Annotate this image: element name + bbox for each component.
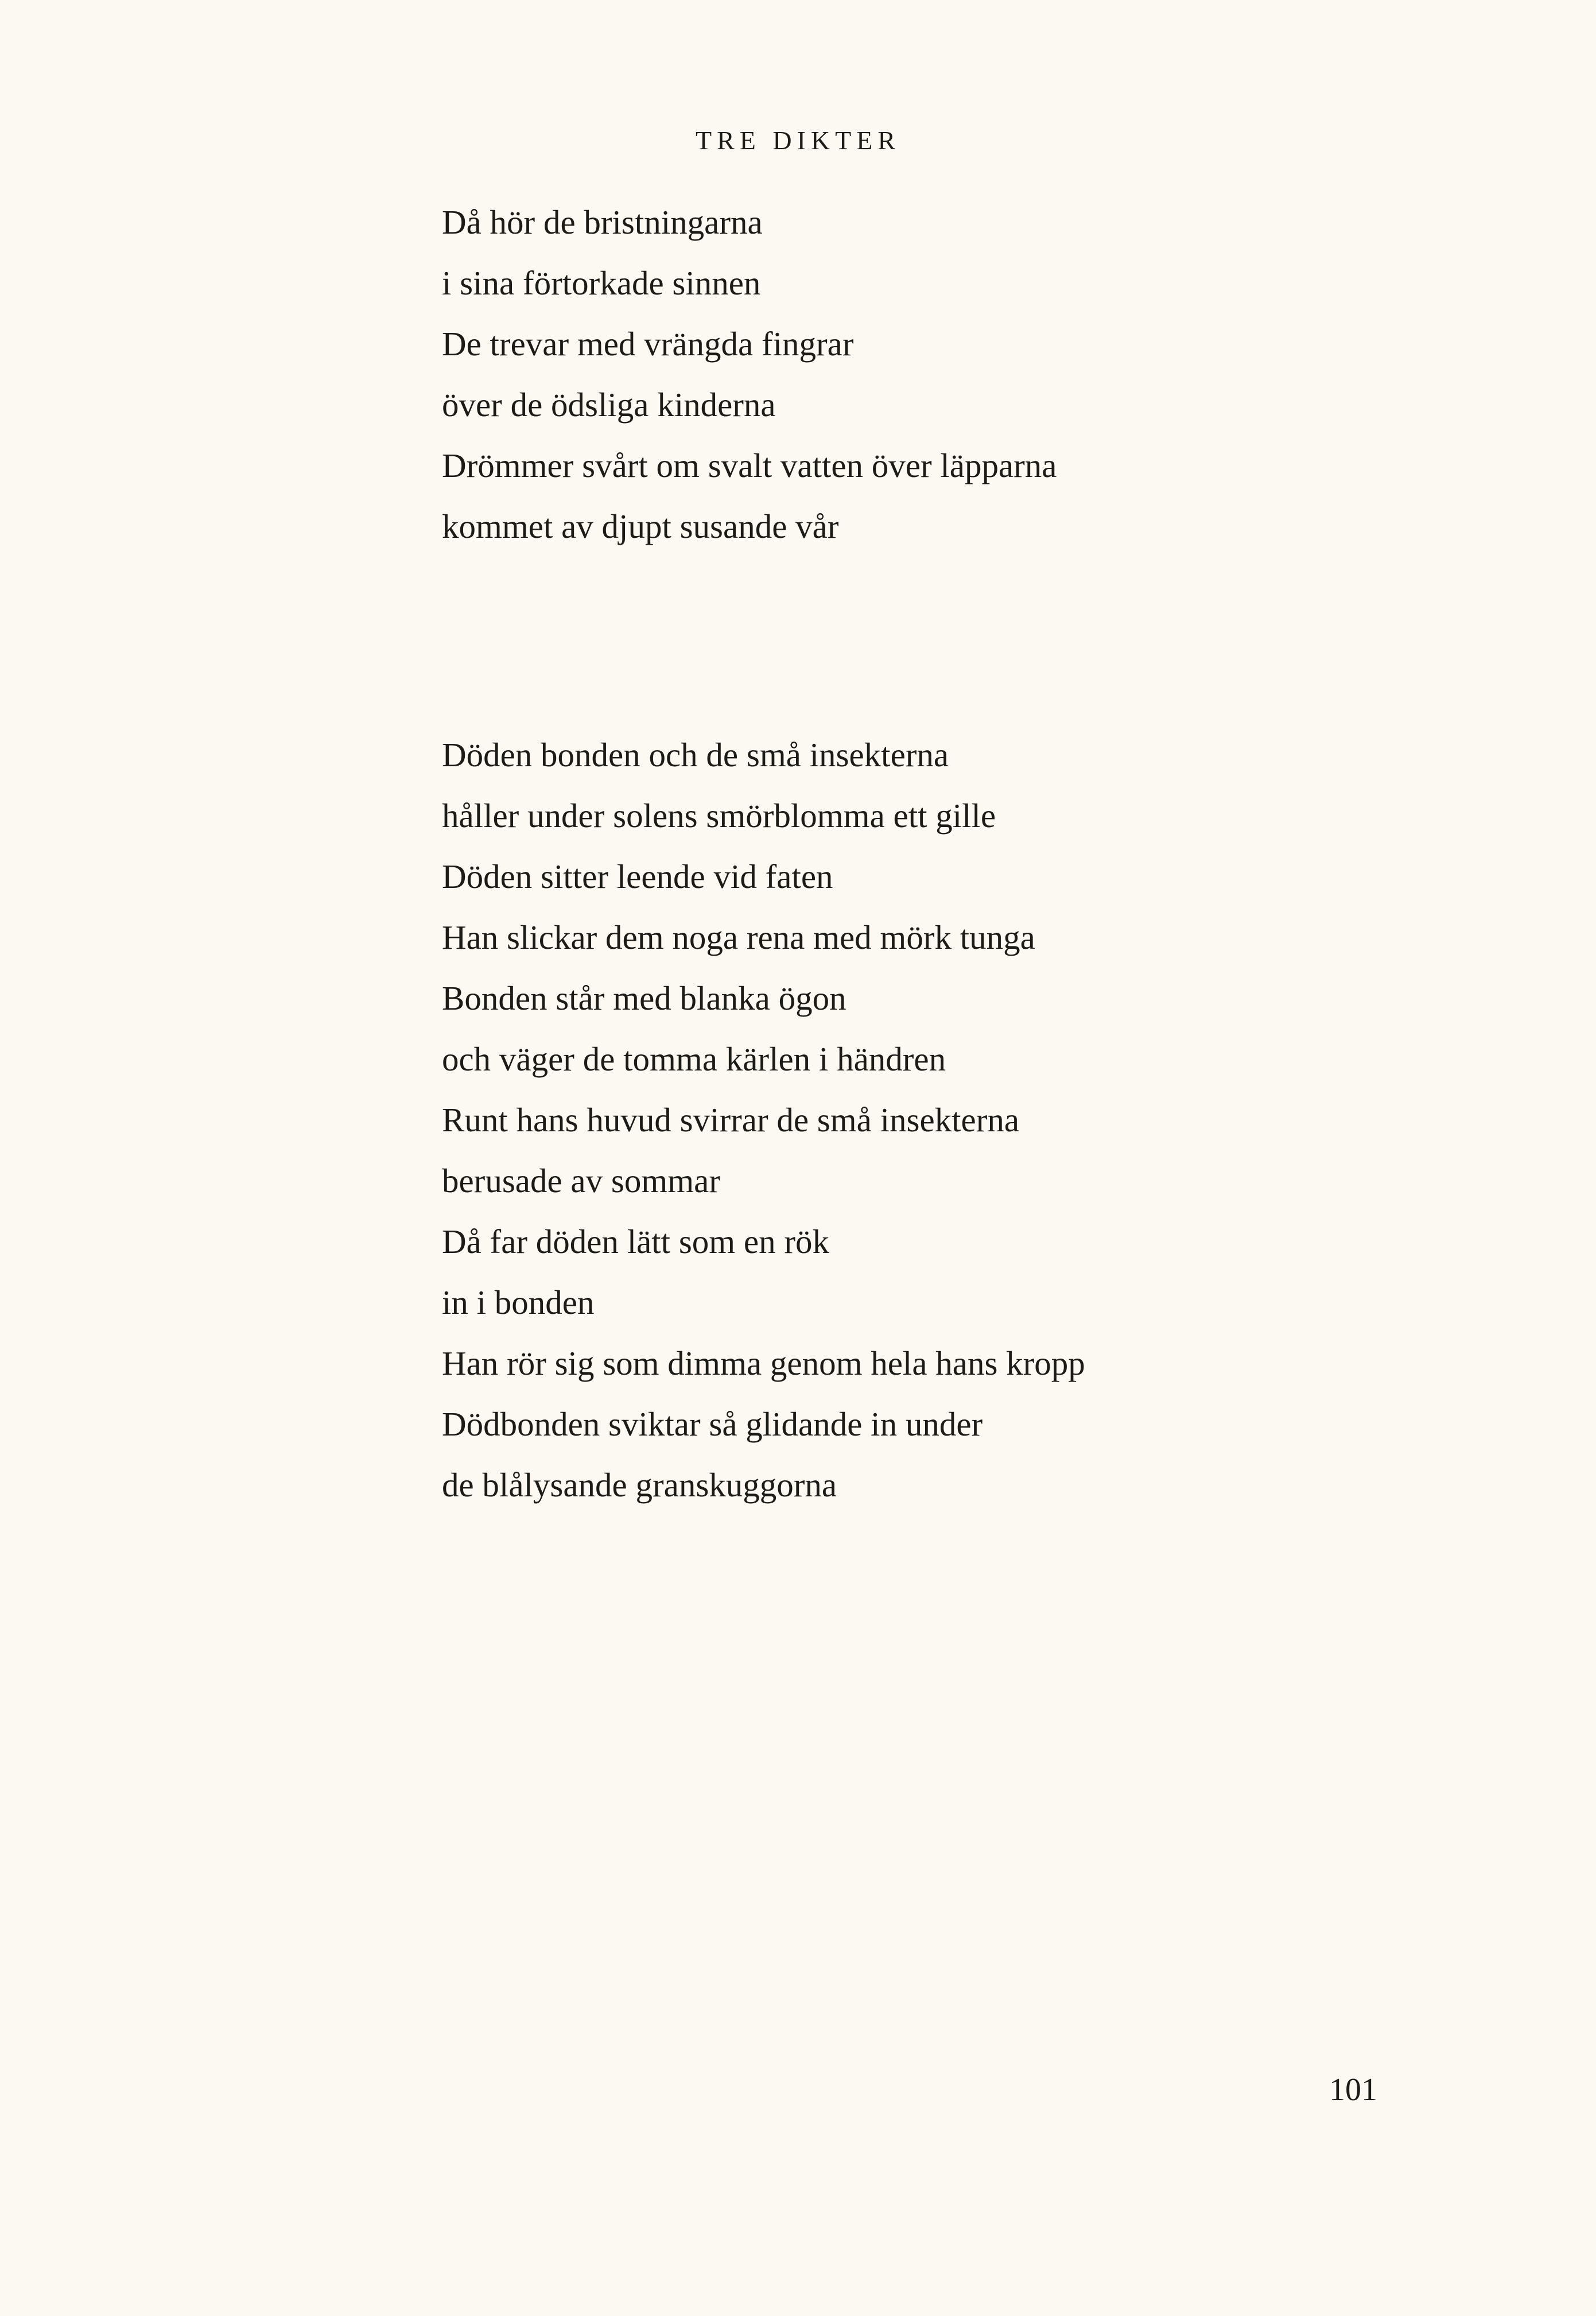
poem-line: i sina förtorkade sinnen [442, 264, 761, 302]
poem-line: Han rör sig som dimma genom hela hans kropp [442, 1344, 1085, 1382]
poem-line: Bonden står med blanka ögon [442, 979, 846, 1017]
poem-line: över de ödsliga kinderna [442, 386, 776, 424]
poem-line: Han slickar dem noga rena med mörk tunga [442, 918, 1035, 956]
poem-line: Drömmer svårt om svalt vatten över läpparna [442, 447, 1057, 484]
poem-line: De trevar med vrängda fingrar [442, 325, 854, 363]
poem-line: kommet av djupt susande vår [442, 507, 839, 545]
poem-line: de blålysande granskuggorna [442, 1466, 837, 1504]
poem-line: in i bonden [442, 1283, 595, 1321]
page-number: 101 [1329, 2072, 1377, 2108]
running-title: TRE DIKTER [695, 126, 900, 155]
poem-line: Dödbonden sviktar så glidande in under [442, 1405, 983, 1443]
poem-line: Då hör de bristningarna [442, 203, 763, 241]
poem-line: Döden sitter leende vid faten [442, 858, 833, 895]
poem-line: berusade av sommar [442, 1162, 720, 1200]
poem-stanza-1 [442, 192, 1057, 557]
poem-stanza-2 [442, 724, 1085, 1515]
poem-line: och väger de tomma kärlen i händren [442, 1040, 946, 1078]
poem-line: Då far döden lätt som en rök [442, 1223, 830, 1260]
poem-line: håller under solens smörblomma ett gille [442, 797, 996, 835]
poem-line: Döden bonden och de små insekterna [442, 736, 949, 774]
poem-line: Runt hans huvud svirrar de små insekterna [442, 1101, 1020, 1139]
